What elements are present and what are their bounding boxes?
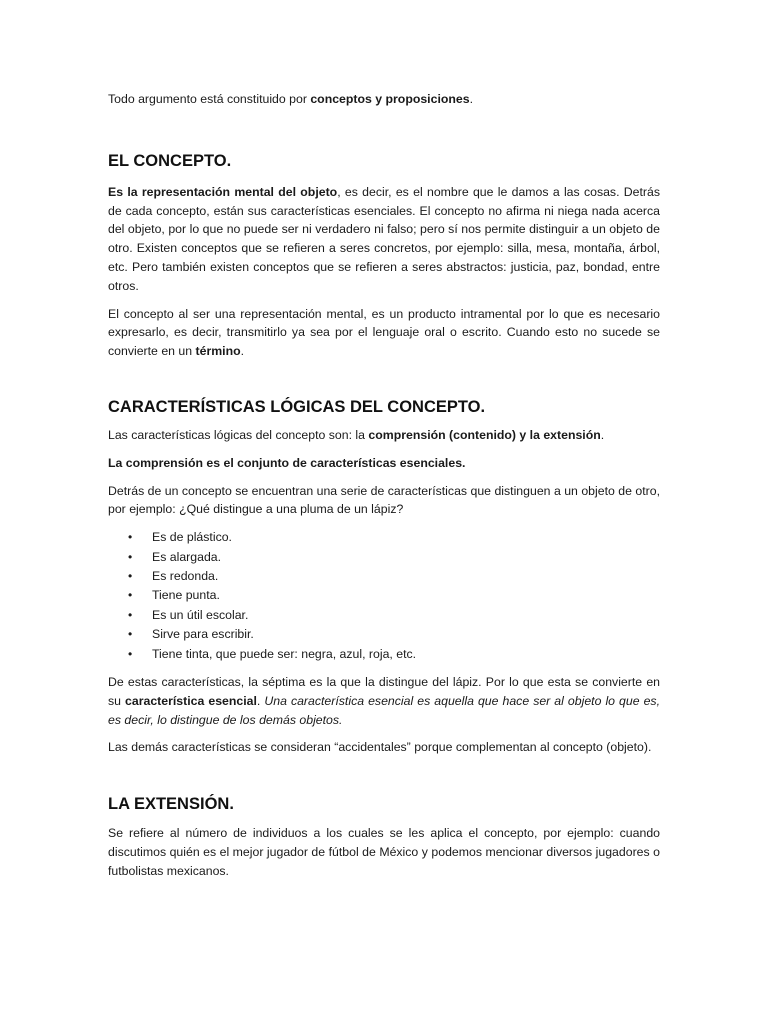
feature-list-item bbox=[108, 645, 660, 664]
feature-list-item-text: Sirve para escribir. bbox=[152, 627, 254, 642]
termino-bold: término bbox=[195, 344, 241, 359]
feature-list-item bbox=[108, 528, 660, 547]
caracteristica-esencial-definition-italic: Una característica esencial es aquella que hace ser al objeto lo que es, es decir, lo distingue de los demás objetos. bbox=[108, 693, 660, 727]
heading-la-extension: LA EXTENSIÓN. bbox=[108, 795, 234, 814]
comprension-definition-bold: La comprensión es el conjunto de características esenciales. bbox=[108, 455, 466, 470]
concepto-paragraph-2-text: El concepto al ser una representación mental, es un producto intramental por lo que es necesario expresarlo, es decir, transmitirlo ya sea por el lenguaje oral o escrito. Cuando esto no sucede se convierte en un bbox=[108, 306, 660, 359]
concepto-paragraph-1-text: , es decir, es el nombre que le damos a las cosas. Detrás de cada concepto, están sus características esenciales. El concepto no afirma ni niega nada acerca del objeto, por lo que no puede ser ni verdadero ni falso; pero sí nos permite distinguir a un objeto de otro. Existen conceptos que se refieren a seres concretos, por ejemplo: silla, mesa, montaña, árbol, etc. Pero también existen conceptos que se refieren a seres abstractos: justicia, paz, bondad, entre otros. bbox=[108, 184, 661, 293]
bullet-icon: • bbox=[128, 607, 133, 622]
caracteristicas-paragraph-1-text: Las características lógicas del concepto son: la bbox=[108, 427, 369, 442]
feature-list-item-text: Es alargada. bbox=[152, 549, 222, 564]
heading-el-concepto: EL CONCEPTO. bbox=[108, 151, 232, 170]
feature-list-item bbox=[108, 586, 660, 605]
caracteristica-esencial-bold: característica esencial bbox=[125, 693, 257, 708]
bullet-icon: • bbox=[128, 588, 133, 603]
feature-list-item-text: Es un útil escolar. bbox=[152, 607, 249, 622]
intro-text-end: . bbox=[469, 92, 473, 106]
bullet-icon: • bbox=[128, 646, 133, 661]
caracteristicas-paragraph-1 bbox=[108, 426, 660, 445]
concepto-paragraph-2 bbox=[108, 305, 660, 361]
feature-list bbox=[108, 528, 660, 664]
caracteristicas-paragraph-4 bbox=[108, 673, 660, 729]
bullet-icon: • bbox=[128, 568, 133, 583]
caracteristicas-paragraph-5: Las demás características se consideran “accidentales” porque complementan al concepto (objeto). bbox=[108, 740, 652, 755]
feature-list-item bbox=[108, 567, 660, 586]
feature-list-item-text: Es redonda. bbox=[152, 568, 219, 583]
heading-caracteristicas-logicas: CARACTERÍSTICAS LÓGICAS DEL CONCEPTO. bbox=[108, 397, 486, 416]
caracteristicas-paragraph-3: Detrás de un concepto se encuentran una serie de características que distinguen a un objeto de otro, por ejemplo: ¿Qué distingue a una pluma de un lápiz? bbox=[108, 483, 660, 517]
intro-bold-text: conceptos y proposiciones bbox=[310, 92, 470, 106]
concepto-paragraph-2-end: . bbox=[240, 344, 245, 359]
bullet-icon: • bbox=[128, 549, 133, 564]
bullet-icon: • bbox=[128, 530, 133, 545]
caracteristicas-paragraph-1-end: . bbox=[600, 427, 605, 442]
intro-text: Todo argumento está constituido por bbox=[108, 92, 311, 106]
comprension-definition bbox=[108, 454, 660, 473]
feature-list-item bbox=[108, 625, 660, 644]
feature-list-item-text: Tiene tinta, que puede ser: negra, azul, roja, etc. bbox=[152, 646, 417, 661]
concepto-paragraph-1 bbox=[108, 183, 660, 296]
comprension-extension-bold: comprensión (contenido) y la extensión bbox=[368, 427, 601, 442]
feature-list-item bbox=[108, 606, 660, 625]
feature-list-item-text: Es de plástico. bbox=[152, 530, 232, 545]
feature-list-item bbox=[108, 548, 660, 567]
caracteristicas-paragraph-4-sep: . bbox=[256, 693, 265, 708]
concepto-definition-bold: Es la representación mental del objeto bbox=[108, 184, 338, 199]
bullet-icon: • bbox=[128, 627, 133, 642]
extension-paragraph-1: Se refiere al número de individuos a los cuales se les aplica el concepto, por ejemplo: cuando discutimos quién es el mejor jugador de fútbol de México y podemos mencionar diversos jugadores o futbolistas mexicanos. bbox=[108, 826, 660, 878]
intro-paragraph bbox=[108, 90, 660, 109]
feature-list-item-text: Tiene punta. bbox=[152, 588, 220, 603]
caracteristicas-paragraph-4-text: De estas características, la séptima es la que la distingue del lápiz. Por lo que esta se convierte en su bbox=[108, 675, 660, 708]
